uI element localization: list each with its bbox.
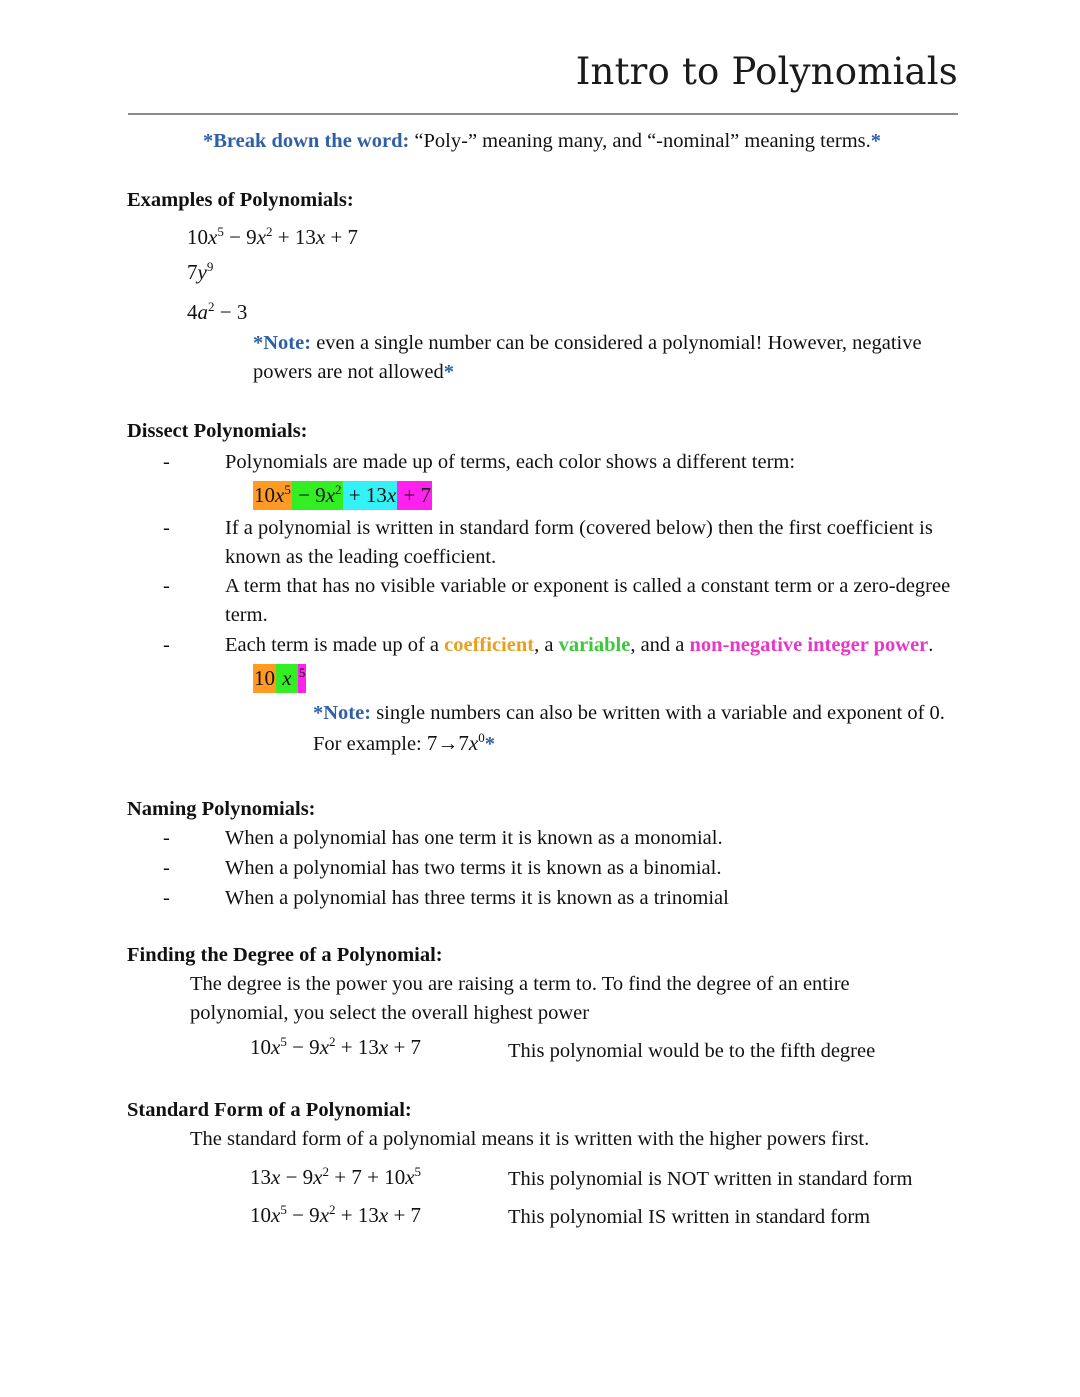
standard-form-math-row-2: $10x^5 - 9x^2 + 13x + 7$ — [250, 1202, 422, 1227]
bullet-dash: - — [163, 857, 170, 879]
list-item-label: Polynomials are made up of terms, each color shows a different term: — [225, 451, 796, 473]
highlight-segment-cyan: + 13x — [343, 481, 398, 510]
bullet-dash: - — [163, 634, 170, 656]
list-item-label: A term that has no visible variable or exponent is called a constant term or a zero-degree term. — [225, 575, 951, 626]
word-coefficient: coefficient — [444, 634, 535, 656]
highlight-segment-orange: 10 — [253, 664, 276, 693]
highlight-segment-magenta: + 7 — [397, 481, 432, 510]
note-label: Note: — [263, 332, 312, 354]
examples-note — [253, 329, 953, 387]
highlight-segment-orange: $10x^5$ — [253, 481, 292, 510]
heading-standard-form: Standard Form of a Polynomial: — [127, 1099, 412, 1121]
standard-form-math-row-1: $13x - 9x^2 + 7 + 10x^5$ — [250, 1164, 422, 1189]
note-star-open: * — [313, 702, 324, 724]
bullet-dash: - — [163, 451, 170, 473]
heading-dissect: Dissect Polynomials: — [127, 420, 308, 442]
list-item — [163, 884, 963, 913]
term-parts-text — [225, 631, 973, 660]
word-non-negative-integer-power: non-negative integer power — [689, 634, 929, 656]
bullet-dash: - — [163, 887, 170, 909]
highlight-segment-green: − $9x^2$ — [292, 481, 343, 510]
term-parts-mid1: , a — [534, 634, 559, 656]
highlight-segment-green: x — [276, 664, 298, 693]
degree-body: The degree is the power you are raising a term to. To find the degree of an entire polynomial, you select the overall highest power — [190, 973, 850, 1024]
intro-star-open: * — [202, 130, 214, 152]
highlight-segment-magenta: 5 — [298, 664, 307, 693]
list-item-label: When a polynomial has two terms it is known as a binomial. — [225, 857, 722, 879]
example-polynomial-2: $7y^9$ — [187, 259, 214, 284]
bullet-dash: - — [163, 517, 170, 539]
note-text: single numbers can also be written with a variable and exponent of 0. For example: — [313, 702, 945, 755]
intro-label: Break down the word: — [213, 130, 410, 152]
list-item-label: When a polynomial has three terms it is known as a trinomial — [225, 887, 729, 909]
list-item-label: When a polynomial has one term it is known as a monomial. — [225, 827, 723, 849]
list-item — [163, 514, 963, 572]
standard-form-caption-2: This polynomial IS written in standard form — [508, 1206, 871, 1228]
note-label: Note: — [323, 702, 372, 724]
term-parts-mid2: , and a — [630, 634, 690, 656]
word-variable: variable — [558, 634, 631, 656]
heading-naming: Naming Polynomials: — [127, 798, 316, 820]
bullet-dash: - — [163, 827, 170, 849]
degree-example-math: $10x^5 - 9x^2 + 13x + 7$ — [250, 1034, 422, 1059]
list-item-label: If a polynomial is written in standard form (covered below) then the first coefficient is known as the leading coefficient. — [225, 517, 933, 568]
highlighted-term-parts — [253, 663, 306, 693]
highlighted-polynomial-terms — [253, 480, 432, 510]
title-divider — [128, 113, 958, 115]
intro-text: “Poly-” meaning many, and “-nominal” meaning terms. — [409, 130, 871, 152]
list-item — [163, 854, 963, 883]
example-polynomial-3: $4a^2 - 3$ — [187, 299, 248, 324]
dissect-note — [313, 699, 963, 759]
list-item — [163, 824, 963, 853]
standard-form-caption-1: This polynomial is NOT written in standard form — [508, 1168, 913, 1190]
term-parts-pre: Each term is made up of a — [225, 634, 445, 656]
page-title: Intro to Polynomials — [575, 50, 958, 93]
heading-degree: Finding the Degree of a Polynomial: — [127, 944, 443, 966]
list-item — [163, 448, 963, 477]
note-text: even a single number can be considered a polynomial! However, negative powers are not allowed — [253, 332, 922, 383]
note-star-open: * — [253, 332, 264, 354]
bullet-dash: - — [163, 575, 170, 597]
intro-star-close: * — [870, 130, 882, 152]
list-item — [163, 572, 963, 630]
list-item-term-parts — [163, 631, 973, 660]
intro-line — [127, 127, 957, 156]
note-example-math: $7\to 7x^0$ — [426, 730, 485, 755]
example-polynomial-1: $10x^5 - 9x^2 + 13x + 7$ — [187, 224, 359, 249]
term-parts-end: . — [928, 634, 934, 656]
heading-examples: Examples of Polynomials: — [127, 189, 354, 211]
note-star-close: * — [443, 361, 454, 383]
note-star-close: * — [484, 733, 495, 755]
standard-form-body: The standard form of a polynomial means it is written with the higher powers first. — [190, 1128, 870, 1150]
degree-example-caption: This polynomial would be to the fifth degree — [508, 1040, 876, 1062]
